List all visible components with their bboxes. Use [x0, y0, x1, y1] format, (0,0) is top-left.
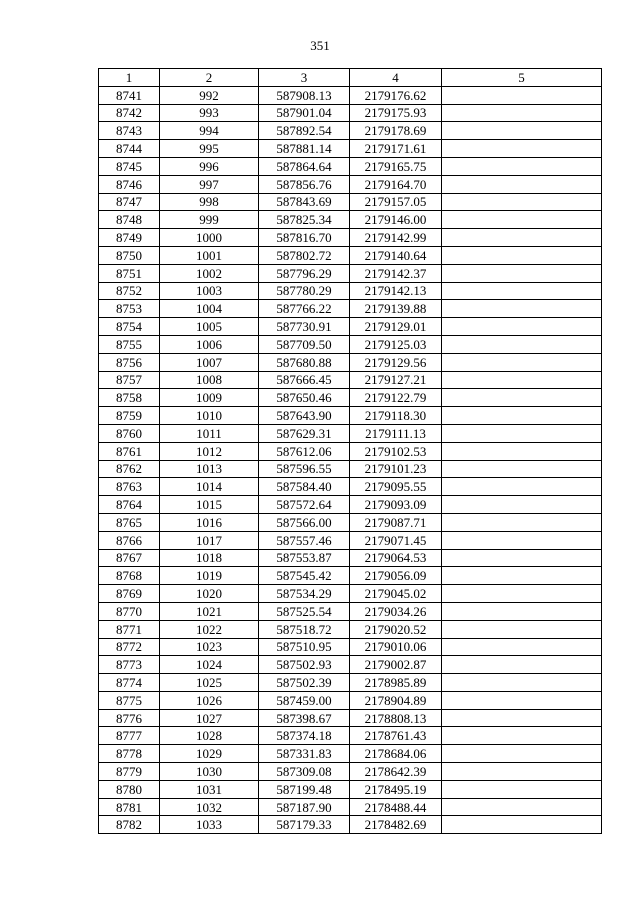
table-cell-col-3: 587518.72 [259, 620, 350, 638]
table-row [99, 798, 602, 816]
table-cell-col-3: 587856.76 [259, 175, 350, 193]
table-cell-col-5 [442, 745, 602, 763]
table-row [99, 763, 602, 781]
table-cell-col-1: 8766 [99, 531, 160, 549]
table-row [99, 513, 602, 531]
table-cell-col-5 [442, 780, 602, 798]
table-cell-col-3: 587908.13 [259, 86, 350, 104]
table-cell-col-1: 8761 [99, 442, 160, 460]
table-cell-col-1: 8748 [99, 211, 160, 229]
table-row [99, 193, 602, 211]
table-row [99, 496, 602, 514]
table-cell-col-5 [442, 211, 602, 229]
table-cell-col-5 [442, 478, 602, 496]
table-cell-col-1: 8776 [99, 709, 160, 727]
table-cell-col-4: 2178985.89 [350, 674, 442, 692]
table-cell-col-5 [442, 122, 602, 140]
table-cell-col-2: 993 [160, 104, 259, 122]
table-row [99, 691, 602, 709]
table-cell-col-4: 2179020.52 [350, 620, 442, 638]
table-cell-col-2: 992 [160, 86, 259, 104]
table-cell-col-4: 2179102.53 [350, 442, 442, 460]
table-row [99, 389, 602, 407]
table-cell-col-2: 1014 [160, 478, 259, 496]
table-cell-col-2: 1004 [160, 300, 259, 318]
table-cell-col-3: 587331.83 [259, 745, 350, 763]
table-cell-col-2: 1028 [160, 727, 259, 745]
table-cell-col-1: 8745 [99, 157, 160, 175]
table-cell-col-5 [442, 602, 602, 620]
table-cell-col-3: 587525.54 [259, 602, 350, 620]
table-row [99, 140, 602, 158]
table-cell-col-1: 8781 [99, 798, 160, 816]
table-cell-col-4: 2178488.44 [350, 798, 442, 816]
table-cell-col-4: 2179157.05 [350, 193, 442, 211]
table-cell-col-5 [442, 460, 602, 478]
table-cell-col-2: 1025 [160, 674, 259, 692]
table-cell-col-5 [442, 389, 602, 407]
table-cell-col-4: 2179101.23 [350, 460, 442, 478]
table-row [99, 620, 602, 638]
table-cell-col-4: 2179140.64 [350, 246, 442, 264]
table-cell-col-1: 8747 [99, 193, 160, 211]
table-cell-col-5 [442, 691, 602, 709]
table-cell-col-4: 2178761.43 [350, 727, 442, 745]
table-cell-col-3: 587398.67 [259, 709, 350, 727]
table-cell-col-3: 587459.00 [259, 691, 350, 709]
table-cell-col-2: 1008 [160, 371, 259, 389]
table-cell-col-4: 2179111.13 [350, 424, 442, 442]
table-cell-col-1: 8752 [99, 282, 160, 300]
table-cell-col-4: 2179129.01 [350, 318, 442, 336]
table-cell-col-3: 587843.69 [259, 193, 350, 211]
table-cell-col-5 [442, 264, 602, 282]
table-cell-col-4: 2179093.09 [350, 496, 442, 514]
table-cell-col-1: 8775 [99, 691, 160, 709]
table-cell-col-4: 2179002.87 [350, 656, 442, 674]
table-cell-col-1: 8765 [99, 513, 160, 531]
table-cell-col-3: 587187.90 [259, 798, 350, 816]
table-cell-col-1: 8749 [99, 229, 160, 247]
table-row [99, 531, 602, 549]
table-cell-col-5 [442, 727, 602, 745]
table-cell-col-2: 1005 [160, 318, 259, 336]
table-cell-col-2: 994 [160, 122, 259, 140]
table-cell-col-4: 2179010.06 [350, 638, 442, 656]
table-cell-col-5 [442, 763, 602, 781]
table-cell-col-4: 2179165.75 [350, 157, 442, 175]
table-cell-col-1: 8750 [99, 246, 160, 264]
table-cell-col-3: 587566.00 [259, 513, 350, 531]
table-cell-col-2: 1002 [160, 264, 259, 282]
table-row [99, 86, 602, 104]
table-row [99, 709, 602, 727]
table-row [99, 264, 602, 282]
table-cell-col-5 [442, 656, 602, 674]
table-cell-col-1: 8768 [99, 567, 160, 585]
table-cell-col-1: 8767 [99, 549, 160, 567]
table-cell-col-3: 587825.34 [259, 211, 350, 229]
table-cell-col-4: 2178495.19 [350, 780, 442, 798]
table-cell-col-5 [442, 674, 602, 692]
table-cell-col-4: 2179071.45 [350, 531, 442, 549]
table-row [99, 602, 602, 620]
table-cell-col-3: 587596.55 [259, 460, 350, 478]
table-row [99, 157, 602, 175]
table-cell-col-4: 2179178.69 [350, 122, 442, 140]
table-cell-col-3: 587534.29 [259, 585, 350, 603]
table-cell-col-3: 587584.40 [259, 478, 350, 496]
table-row [99, 282, 602, 300]
table-cell-col-4: 2179142.13 [350, 282, 442, 300]
table-cell-col-3: 587374.18 [259, 727, 350, 745]
table-cell-col-2: 1009 [160, 389, 259, 407]
table-row [99, 371, 602, 389]
table-cell-col-3: 587502.93 [259, 656, 350, 674]
table-cell-col-2: 999 [160, 211, 259, 229]
table-cell-col-4: 2179176.62 [350, 86, 442, 104]
table-cell-col-4: 2179127.21 [350, 371, 442, 389]
table-cell-col-1: 8746 [99, 175, 160, 193]
table-cell-col-4: 2179171.61 [350, 140, 442, 158]
table-cell-col-4: 2178482.69 [350, 816, 442, 834]
table-cell-col-2: 1021 [160, 602, 259, 620]
table-cell-col-5 [442, 371, 602, 389]
table-cell-col-1: 8772 [99, 638, 160, 656]
table-cell-col-3: 587816.70 [259, 229, 350, 247]
table-cell-col-5 [442, 513, 602, 531]
table-cell-col-3: 587730.91 [259, 318, 350, 336]
table-cell-col-2: 1016 [160, 513, 259, 531]
table-cell-col-2: 1000 [160, 229, 259, 247]
table-cell-col-2: 1023 [160, 638, 259, 656]
table-cell-col-2: 1030 [160, 763, 259, 781]
table-row [99, 211, 602, 229]
table-cell-col-3: 587802.72 [259, 246, 350, 264]
table-cell-col-2: 995 [160, 140, 259, 158]
table-cell-col-3: 587796.29 [259, 264, 350, 282]
table-cell-col-2: 1011 [160, 424, 259, 442]
column-header-5: 5 [442, 69, 602, 87]
table-cell-col-4: 2179139.88 [350, 300, 442, 318]
table-cell-col-5 [442, 335, 602, 353]
table-row [99, 335, 602, 353]
table-cell-col-1: 8756 [99, 353, 160, 371]
table-cell-col-4: 2179142.37 [350, 264, 442, 282]
table-cell-col-5 [442, 567, 602, 585]
table-row [99, 424, 602, 442]
table-cell-col-4: 2179095.55 [350, 478, 442, 496]
table-cell-col-5 [442, 157, 602, 175]
page-number: 351 [310, 38, 330, 53]
table-cell-col-1: 8777 [99, 727, 160, 745]
table-cell-col-3: 587510.95 [259, 638, 350, 656]
table-cell-col-1: 8762 [99, 460, 160, 478]
table-cell-col-2: 1031 [160, 780, 259, 798]
table-row [99, 442, 602, 460]
table-row [99, 318, 602, 336]
table-cell-col-2: 1001 [160, 246, 259, 264]
table-cell-col-5 [442, 407, 602, 425]
table-cell-col-4: 2178642.39 [350, 763, 442, 781]
table-cell-col-1: 8773 [99, 656, 160, 674]
table-row [99, 585, 602, 603]
table-cell-col-1: 8780 [99, 780, 160, 798]
table-cell-col-3: 587892.54 [259, 122, 350, 140]
table-cell-col-2: 1018 [160, 549, 259, 567]
table-cell-col-5 [442, 585, 602, 603]
table-cell-col-5 [442, 549, 602, 567]
table-row [99, 300, 602, 318]
table-cell-col-2: 1019 [160, 567, 259, 585]
table-cell-col-3: 587629.31 [259, 424, 350, 442]
table-cell-col-2: 1032 [160, 798, 259, 816]
table-cell-col-5 [442, 104, 602, 122]
table-cell-col-3: 587545.42 [259, 567, 350, 585]
table-cell-col-1: 8754 [99, 318, 160, 336]
table-cell-col-4: 2179087.71 [350, 513, 442, 531]
table-cell-col-5 [442, 424, 602, 442]
table-cell-col-4: 2179125.03 [350, 335, 442, 353]
table-cell-col-1: 8771 [99, 620, 160, 638]
column-header-2: 2 [160, 69, 259, 87]
table-cell-col-1: 8769 [99, 585, 160, 603]
table-row [99, 816, 602, 834]
table-row [99, 656, 602, 674]
table-cell-col-1: 8751 [99, 264, 160, 282]
table-cell-col-5 [442, 175, 602, 193]
table-cell-col-1: 8759 [99, 407, 160, 425]
table-row [99, 638, 602, 656]
table-row [99, 478, 602, 496]
table-row [99, 780, 602, 798]
table-cell-col-3: 587680.88 [259, 353, 350, 371]
table-cell-col-1: 8743 [99, 122, 160, 140]
table-cell-col-2: 1015 [160, 496, 259, 514]
table-cell-col-2: 1024 [160, 656, 259, 674]
table-cell-col-1: 8755 [99, 335, 160, 353]
table-cell-col-2: 1029 [160, 745, 259, 763]
table-cell-col-5 [442, 318, 602, 336]
table-cell-col-4: 2178684.06 [350, 745, 442, 763]
table-cell-col-1: 8753 [99, 300, 160, 318]
table-cell-col-2: 1013 [160, 460, 259, 478]
table-cell-col-2: 1017 [160, 531, 259, 549]
table-cell-col-1: 8778 [99, 745, 160, 763]
table-cell-col-2: 1006 [160, 335, 259, 353]
table-cell-col-3: 587650.46 [259, 389, 350, 407]
table-cell-col-3: 587881.14 [259, 140, 350, 158]
coordinates-table [98, 68, 602, 834]
table-cell-col-1: 8742 [99, 104, 160, 122]
table-header-row [99, 69, 602, 87]
table-cell-col-5 [442, 86, 602, 104]
table-row [99, 229, 602, 247]
table-cell-col-3: 587572.64 [259, 496, 350, 514]
table-cell-col-3: 587709.50 [259, 335, 350, 353]
table-cell-col-5 [442, 353, 602, 371]
table-cell-col-4: 2179045.02 [350, 585, 442, 603]
table-cell-col-5 [442, 496, 602, 514]
table-cell-col-1: 8744 [99, 140, 160, 158]
table-cell-col-3: 587553.87 [259, 549, 350, 567]
table-cell-col-5 [442, 193, 602, 211]
table-cell-col-5 [442, 282, 602, 300]
table-cell-col-2: 1022 [160, 620, 259, 638]
table-cell-col-3: 587199.48 [259, 780, 350, 798]
table-cell-col-1: 8770 [99, 602, 160, 620]
table-cell-col-5 [442, 229, 602, 247]
table-row [99, 727, 602, 745]
table-cell-col-4: 2179164.70 [350, 175, 442, 193]
table-row [99, 175, 602, 193]
table-cell-col-3: 587557.46 [259, 531, 350, 549]
table-cell-col-5 [442, 300, 602, 318]
table-cell-col-4: 2179146.00 [350, 211, 442, 229]
table-cell-col-4: 2179064.53 [350, 549, 442, 567]
column-header-1: 1 [99, 69, 160, 87]
table-cell-col-1: 8757 [99, 371, 160, 389]
table-cell-col-2: 1007 [160, 353, 259, 371]
table-cell-col-3: 587643.90 [259, 407, 350, 425]
table-cell-col-5 [442, 638, 602, 656]
column-header-3: 3 [259, 69, 350, 87]
table-row [99, 407, 602, 425]
table-cell-col-4: 2179034.26 [350, 602, 442, 620]
table-cell-col-4: 2179142.99 [350, 229, 442, 247]
table-row [99, 460, 602, 478]
table-cell-col-5 [442, 798, 602, 816]
table-cell-col-3: 587864.64 [259, 157, 350, 175]
table-body [99, 86, 602, 833]
table-cell-col-2: 998 [160, 193, 259, 211]
column-header-4: 4 [350, 69, 442, 87]
table-cell-col-3: 587901.04 [259, 104, 350, 122]
table-cell-col-5 [442, 709, 602, 727]
table-cell-col-2: 997 [160, 175, 259, 193]
table-row [99, 745, 602, 763]
table-cell-col-3: 587502.39 [259, 674, 350, 692]
table-cell-col-2: 1033 [160, 816, 259, 834]
table-cell-col-5 [442, 816, 602, 834]
table-cell-col-4: 2179118.30 [350, 407, 442, 425]
table-row [99, 674, 602, 692]
table-cell-col-4: 2179175.93 [350, 104, 442, 122]
table-cell-col-5 [442, 620, 602, 638]
table-row [99, 104, 602, 122]
table-cell-col-5 [442, 140, 602, 158]
table-cell-col-4: 2178904.89 [350, 691, 442, 709]
table-cell-col-3: 587309.08 [259, 763, 350, 781]
table-row [99, 246, 602, 264]
table-cell-col-4: 2179129.56 [350, 353, 442, 371]
table-cell-col-1: 8774 [99, 674, 160, 692]
table-cell-col-1: 8782 [99, 816, 160, 834]
table-cell-col-3: 587179.33 [259, 816, 350, 834]
table-row [99, 549, 602, 567]
table-cell-col-5 [442, 531, 602, 549]
table-cell-col-2: 1020 [160, 585, 259, 603]
table-cell-col-2: 996 [160, 157, 259, 175]
table-cell-col-2: 1026 [160, 691, 259, 709]
table-cell-col-3: 587666.45 [259, 371, 350, 389]
table-cell-col-3: 587612.06 [259, 442, 350, 460]
table-cell-col-1: 8764 [99, 496, 160, 514]
table-cell-col-2: 1012 [160, 442, 259, 460]
table-row [99, 122, 602, 140]
table-cell-col-1: 8779 [99, 763, 160, 781]
table-cell-col-3: 587780.29 [259, 282, 350, 300]
table-cell-col-2: 1027 [160, 709, 259, 727]
table-row [99, 567, 602, 585]
table-cell-col-1: 8760 [99, 424, 160, 442]
table-cell-col-4: 2178808.13 [350, 709, 442, 727]
table-cell-col-2: 1010 [160, 407, 259, 425]
table-cell-col-2: 1003 [160, 282, 259, 300]
table-cell-col-4: 2179122.79 [350, 389, 442, 407]
table-row [99, 353, 602, 371]
table-cell-col-5 [442, 442, 602, 460]
table-cell-col-4: 2179056.09 [350, 567, 442, 585]
table-cell-col-1: 8758 [99, 389, 160, 407]
table-cell-col-1: 8741 [99, 86, 160, 104]
table-cell-col-1: 8763 [99, 478, 160, 496]
table-cell-col-3: 587766.22 [259, 300, 350, 318]
table-cell-col-5 [442, 246, 602, 264]
